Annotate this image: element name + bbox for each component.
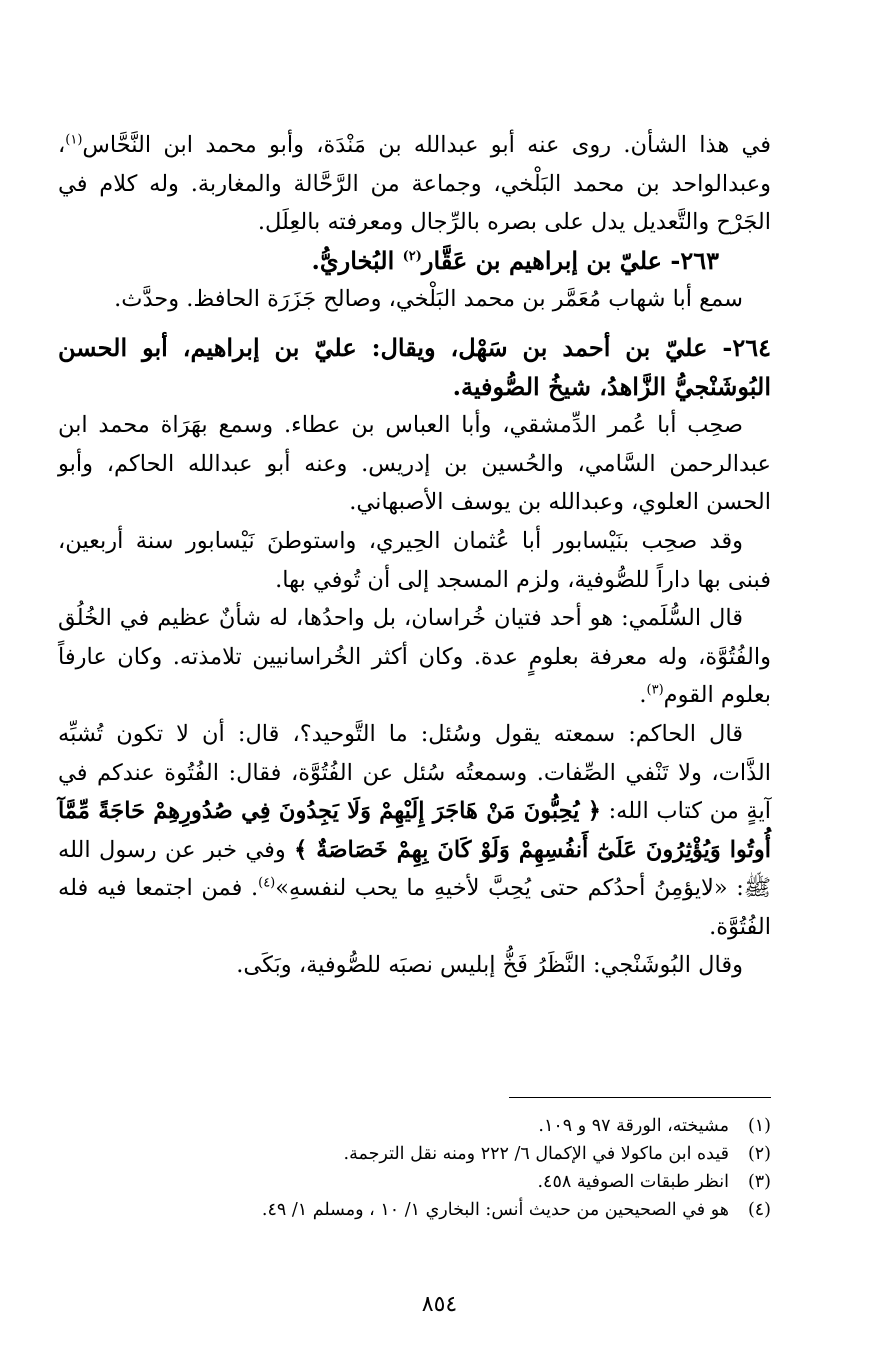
text-run: البُخاريُّ. (311, 245, 403, 275)
text-run: وفي خبر عن رسول الله ﷺ: «لايؤمِنُ أحدُكم حتى يُحِبَّ لأخيهِ ما يحب لنفسهِ» (58, 836, 771, 902)
footnote-ref[interactable]: (٤) (258, 875, 276, 891)
quran-verse: ﴿ يُحِبُّونَ مَنْ هَاجَرَ إِلَيْهِمْ وَلَا يَجِدُونَ فِي صُدُورِهِمْ حَاجَةً مِّمَّآ أُوتُوا وَيُؤْثِرُونَ عَلَىٰٓ أَنفُسِهِمْ وَلَوْ كَانَ بِهِمْ خَصَاصَةٌ ﴾ (58, 798, 771, 863)
footnote-number: (٢) (747, 1144, 771, 1164)
text-run: قال الحاكم: سمعته يقول وسُئل: ما التَّوحيد؟، قال: أن لا تكون تُشبِّه الذَّات، ولا تَنْفي الصِّفات. وسمعتُه سُئل عن الفُتُوَّة، فقال: الفُتُوة عندكم في آيةٍ من كتاب الله: (58, 720, 771, 825)
paragraph-intro (58, 126, 771, 242)
footnote-text: انظر طبقات الصوفية ٤٥٨. (537, 1172, 729, 1192)
footnote-number: (٤) (747, 1200, 771, 1220)
text-run: ، وعبدالواحد بن محمد البَلْخي، وجماعة من الرَّحَّالة والمغاربة. وله كلام في الجَرْح والتَّعديل يدل على بصره بالرِّجال ومعرفته بالعِلَل. (58, 132, 771, 236)
entry-264-paragraph-1: صحِب أبا عُمر الدِّمشقي، وأبا العباس بن عطاء. وسمع بهَرَاة محمد ابن عبدالرحمن السَّامي، والحُسين بن إدريس. وعنه أبو عبدالله الحاكم، وأبو الحسن العلوي، وعبدالله بن يوسف الأصبهاني. (58, 412, 771, 516)
footnote-ref[interactable]: (٣) (646, 682, 664, 698)
footnote-item (58, 1168, 771, 1196)
footnote-text: قيده ابن ماكولا في الإكمال ٦/ ٢٢٢ ومنه نقل الترجمة. (343, 1144, 729, 1164)
main-text (58, 126, 771, 985)
text-run: . فمن اجتمعا فيه فله الفُتُوَّة. (58, 875, 771, 940)
entry-264-paragraph-2: وقد صحِب بنَيْسابور أبا عُثمان الحِيري، واستوطنَ نَيْسابور سنة أربعين، فبنى بها داراً للصُّوفية، ولزم المسجد إلى أن تُوفي بها. (58, 527, 771, 593)
text-run: . (639, 682, 647, 709)
footnote-item (58, 1140, 771, 1168)
entry-264-paragraph-5: وقال البُوشَنْجي: النَّظَرُ فَخُّ إبليس نصبَه للصُّوفية، وبَكَى. (236, 952, 743, 979)
page-number: ٨٥٤ (421, 1292, 458, 1317)
footnote-text: مشيخته، الورقة ٩٧ و ١٠٩. (538, 1116, 729, 1136)
entry-264-paragraph-3 (58, 599, 771, 715)
footnotes (58, 1112, 771, 1224)
text-run: قال السُّلَمي: هو أحد فتيان خُراسان، بل واحدُها، له شأنٌ عظيم في الخُلُق والفُتُوَّة، وله معرفة بعلومٍ عدة. وكان أكثر الخُراسانيين تلامذته. وكان عارفاً بعلوم القوم (58, 605, 771, 709)
entry-264-paragraph-4 (58, 715, 771, 947)
footnote-item (58, 1196, 771, 1224)
entry-heading-263 (58, 242, 771, 281)
footnote-number: (١) (747, 1116, 771, 1136)
entry-263-text: سمع أبا شهاب مُعَمَّر بن محمد البَلْخي، وصالح جَزَرَة الحافظ. وحدَّث. (114, 286, 743, 313)
footnote-divider (509, 1097, 771, 1098)
entry-heading-264: ٢٦٤- عليّ بن أحمد بن سَهْل، ويقال: عليّ بن إبراهيم، أبو الحسن البُوشَنْجيُّ الزَّاهدُ، شيخُ الصُّوفية. (58, 332, 771, 401)
text-run: في هذا الشأن. روى عنه أبو عبدالله بن مَنْدَة، وأبو محمد ابن النَّحَّاس (82, 132, 771, 158)
text-run: ٢٦٣- عليّ بن إبراهيم بن عَقَّار (421, 245, 719, 275)
footnote-number: (٣) (747, 1172, 771, 1192)
footnote-ref[interactable]: (١) (65, 132, 83, 148)
footnote-text: هو في الصحيحين من حديث أنس: البخاري ١/ ١٠ ، ومسلم ١/ ٤٩. (261, 1200, 729, 1220)
footnote-ref[interactable]: (٢) (402, 248, 422, 264)
footnote-item (58, 1112, 771, 1140)
